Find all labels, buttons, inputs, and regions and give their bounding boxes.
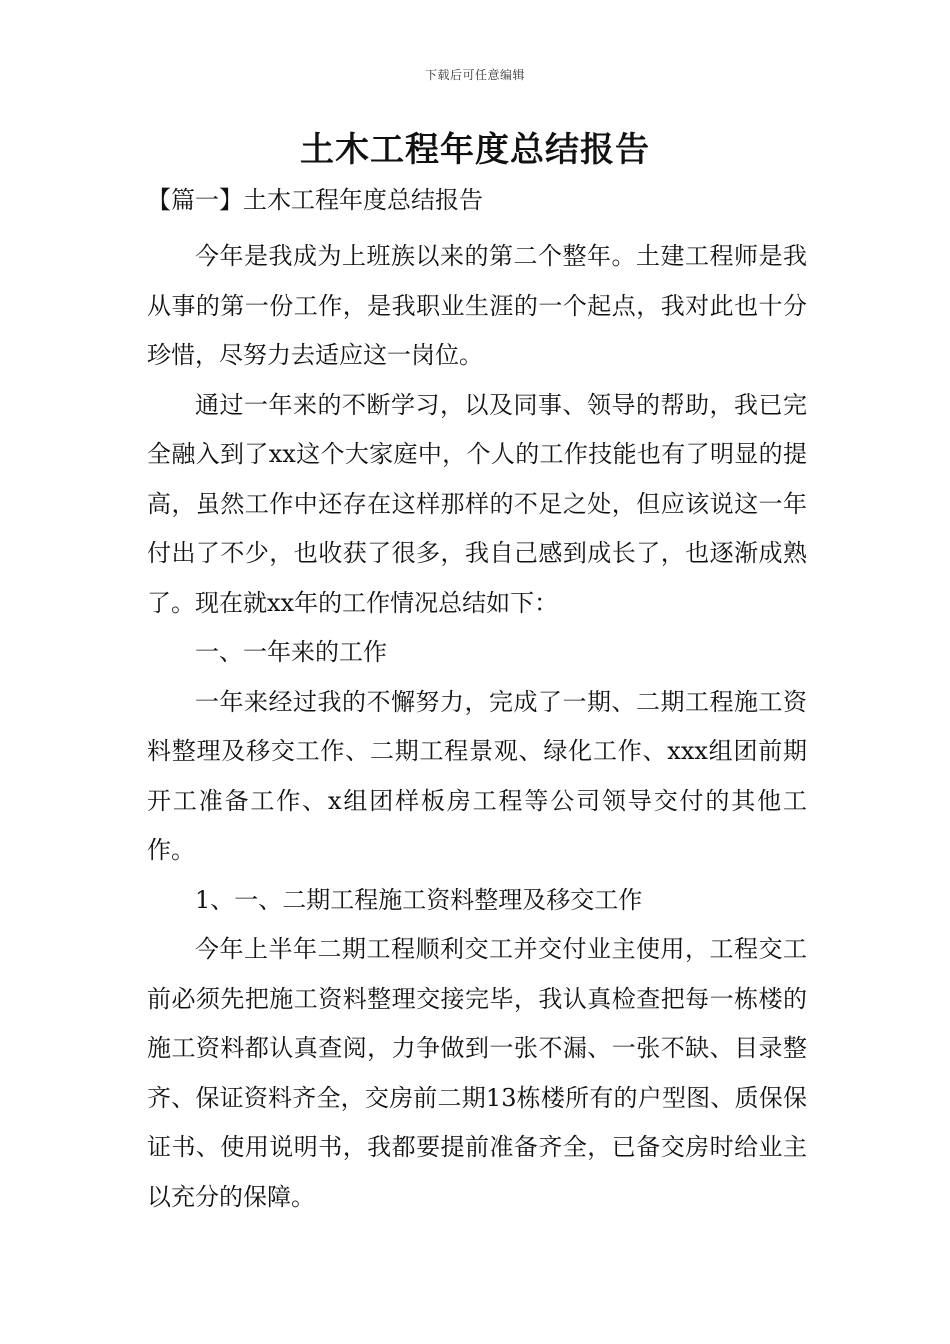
paragraph-2: 通过一年来的不断学习，以及同事、领导的帮助，我已完全融入到了xx这个大家庭中，个人的工作技能也有了明显的提高，虽然工作中还存在这样那样的不足之处，但应该说这一年付出了不少，也收获了很多，我自己感到成长了，也逐渐成熟了。现在就xx年的工作情况总结如下： xyxy=(147,390,807,617)
subheading-documentation: 1、一、二期工程施工资料整理及移交工作 xyxy=(195,885,643,914)
paragraph-1: 今年是我成为上班族以来的第二个整年。土建工程师是我从事的第一份工作，是我职业生涯的一个起点，我对此也十分珍惜，尽努力去适应这一岗位。 xyxy=(147,242,807,369)
paragraph-3: 一年来经过我的不懈努力，完成了一期、二期工程施工资料整理及移交工作、二期工程景观、绿化工作、xxx组团前期开工准备工作、x组团样板房工程等公司领导交付的其他工作。 xyxy=(147,687,807,864)
section-heading: 【篇一】土木工程年度总结报告 xyxy=(147,186,483,214)
paragraph-4: 今年上半年二期工程顺利交工并交付业主使用，工程交工前必须先把施工资料整理交接完毕，我认真检查把每一栋楼的施工资料都认真查阅，力争做到一张不漏、一张不缺、目录整齐、保证资料齐全，交房前二期13栋楼所有的户型图、质保保证书、使用说明书，我都要提前准备齐全，已备交房时给业主以充分的保障。 xyxy=(147,935,807,1211)
page-header-note: 下载后可任意编辑 xyxy=(424,68,525,82)
document-title: 土木工程年度总结报告 xyxy=(300,130,650,170)
document-body xyxy=(147,182,807,1222)
subheading-work-summary: 一、一年来的工作 xyxy=(195,638,387,666)
